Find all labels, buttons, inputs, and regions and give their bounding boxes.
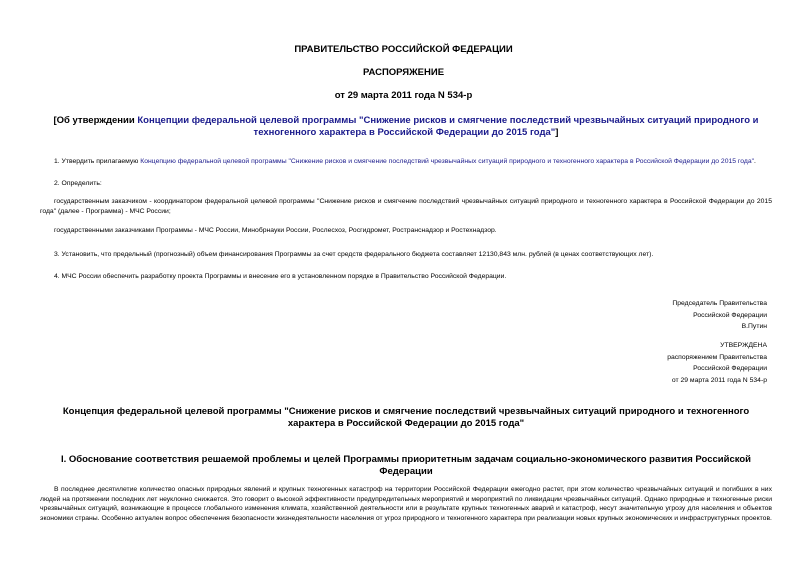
item-3: 3. Установить, что предельный (прогнозный) объем финансирования Программы за счет средств федерального бюджета составляет 12130,843 млн. рублей (в ценах соответствующих лет). <box>54 251 654 258</box>
approval-stamp: УТВЕРЖДЕНА <box>720 342 767 349</box>
item-1-prefix: 1. Утвердить прилагаемую <box>54 158 141 165</box>
signature-title: Председатель Правительства <box>672 300 767 307</box>
government-heading: ПРАВИТЕЛЬСТВО РОССИЙСКОЙ ФЕДЕРАЦИИ <box>294 44 513 55</box>
approval-country: Российской Федерации <box>693 365 767 372</box>
concept-title: Концепция федеральной целевой программы "Снижение рисков и смягчение последствий чрезвычайных ситуаций природного и техногенного характера в Российской Федерации до 2015 года" <box>62 406 750 429</box>
title-prefix: [Об утверждении <box>53 115 138 126</box>
title-concept-link[interactable]: Концепции федеральной целевой программы "Снижение рисков и смягчение последствий чрезвычайных ситуаций природного и техногенного характера в Российской Федерации до 2015 года" <box>137 115 759 138</box>
item-1 <box>40 157 772 167</box>
approval-date: от 29 марта 2011 года N 534-р <box>671 376 767 384</box>
item-1-concept-link[interactable]: Концепцию федеральной целевой программы "Снижение рисков и смягчение последствий чрезвычайных ситуаций природного и техногенного характера в Российской Федерации до 2015 года" <box>140 158 755 165</box>
item-2: 2. Определить: <box>54 180 102 187</box>
signature-country: Российской Федерации <box>693 311 767 319</box>
item-2b: государственными заказчиками Программы - МЧС России, Минобрнауки России, Рослесхоз, Росгидромет, Ространснадзор и Ростехнадзор. <box>54 227 497 234</box>
section-1-paragraph: В последнее десятилетие количество опасных природных явлений и крупных техногенных катастроф на территории Российской Федерации ежегодно растет, при этом количество чрезвычайных ситуаций и погибших в них людей на протяжении последних лет неуклонно снижается. Это говорит о высокой эффективности предупредительных мероприятий и мероприятий по ликвидации чрезвычайных ситуаций. Однако природные и техногенные риски чрезвычайных ситуаций, возникающие в процессе глобального изменения климата, хозяйственной деятельности или в результате крупных техногенных аварий и катастроф, несут значительную угрозу для населения и объектов экономики страны. Особенно актуален вопрос обеспечения безопасности жизнедеятельности населения от угроз природного и техногенного характера при реализации новых крупных экономических и инфраструктурных проектов. <box>40 486 772 522</box>
approval-by: распоряжением Правительства <box>667 353 767 361</box>
section-1-heading: I. Обоснование соответствия решаемой проблемы и целей Программы приоритетным задачам социально-экономического развития Российской Федерации <box>60 454 752 477</box>
item-2a: государственным заказчиком - координатором федеральной целевой программы "Снижение рисков и смягчение последствий чрезвычайных ситуаций природного и техногенного характера в Российской Федерации до 2015 года" (далее - Программа) - МЧС России; <box>40 198 772 215</box>
document-title <box>40 115 772 139</box>
item-1-suffix: . <box>754 158 756 165</box>
approval-block <box>667 340 767 386</box>
doc-type-heading: РАСПОРЯЖЕНИЕ <box>362 67 445 78</box>
doc-date-number: от 29 марта 2011 года N 534-р <box>334 90 473 101</box>
signature-name: В.Путин <box>741 323 767 330</box>
item-4: 4. МЧС России обеспечить разработку проекта Программы и внесение его в установленном порядке в Правительство Российской Федерации. <box>54 273 507 280</box>
signature-block <box>672 298 767 333</box>
title-suffix: ] <box>555 127 559 138</box>
